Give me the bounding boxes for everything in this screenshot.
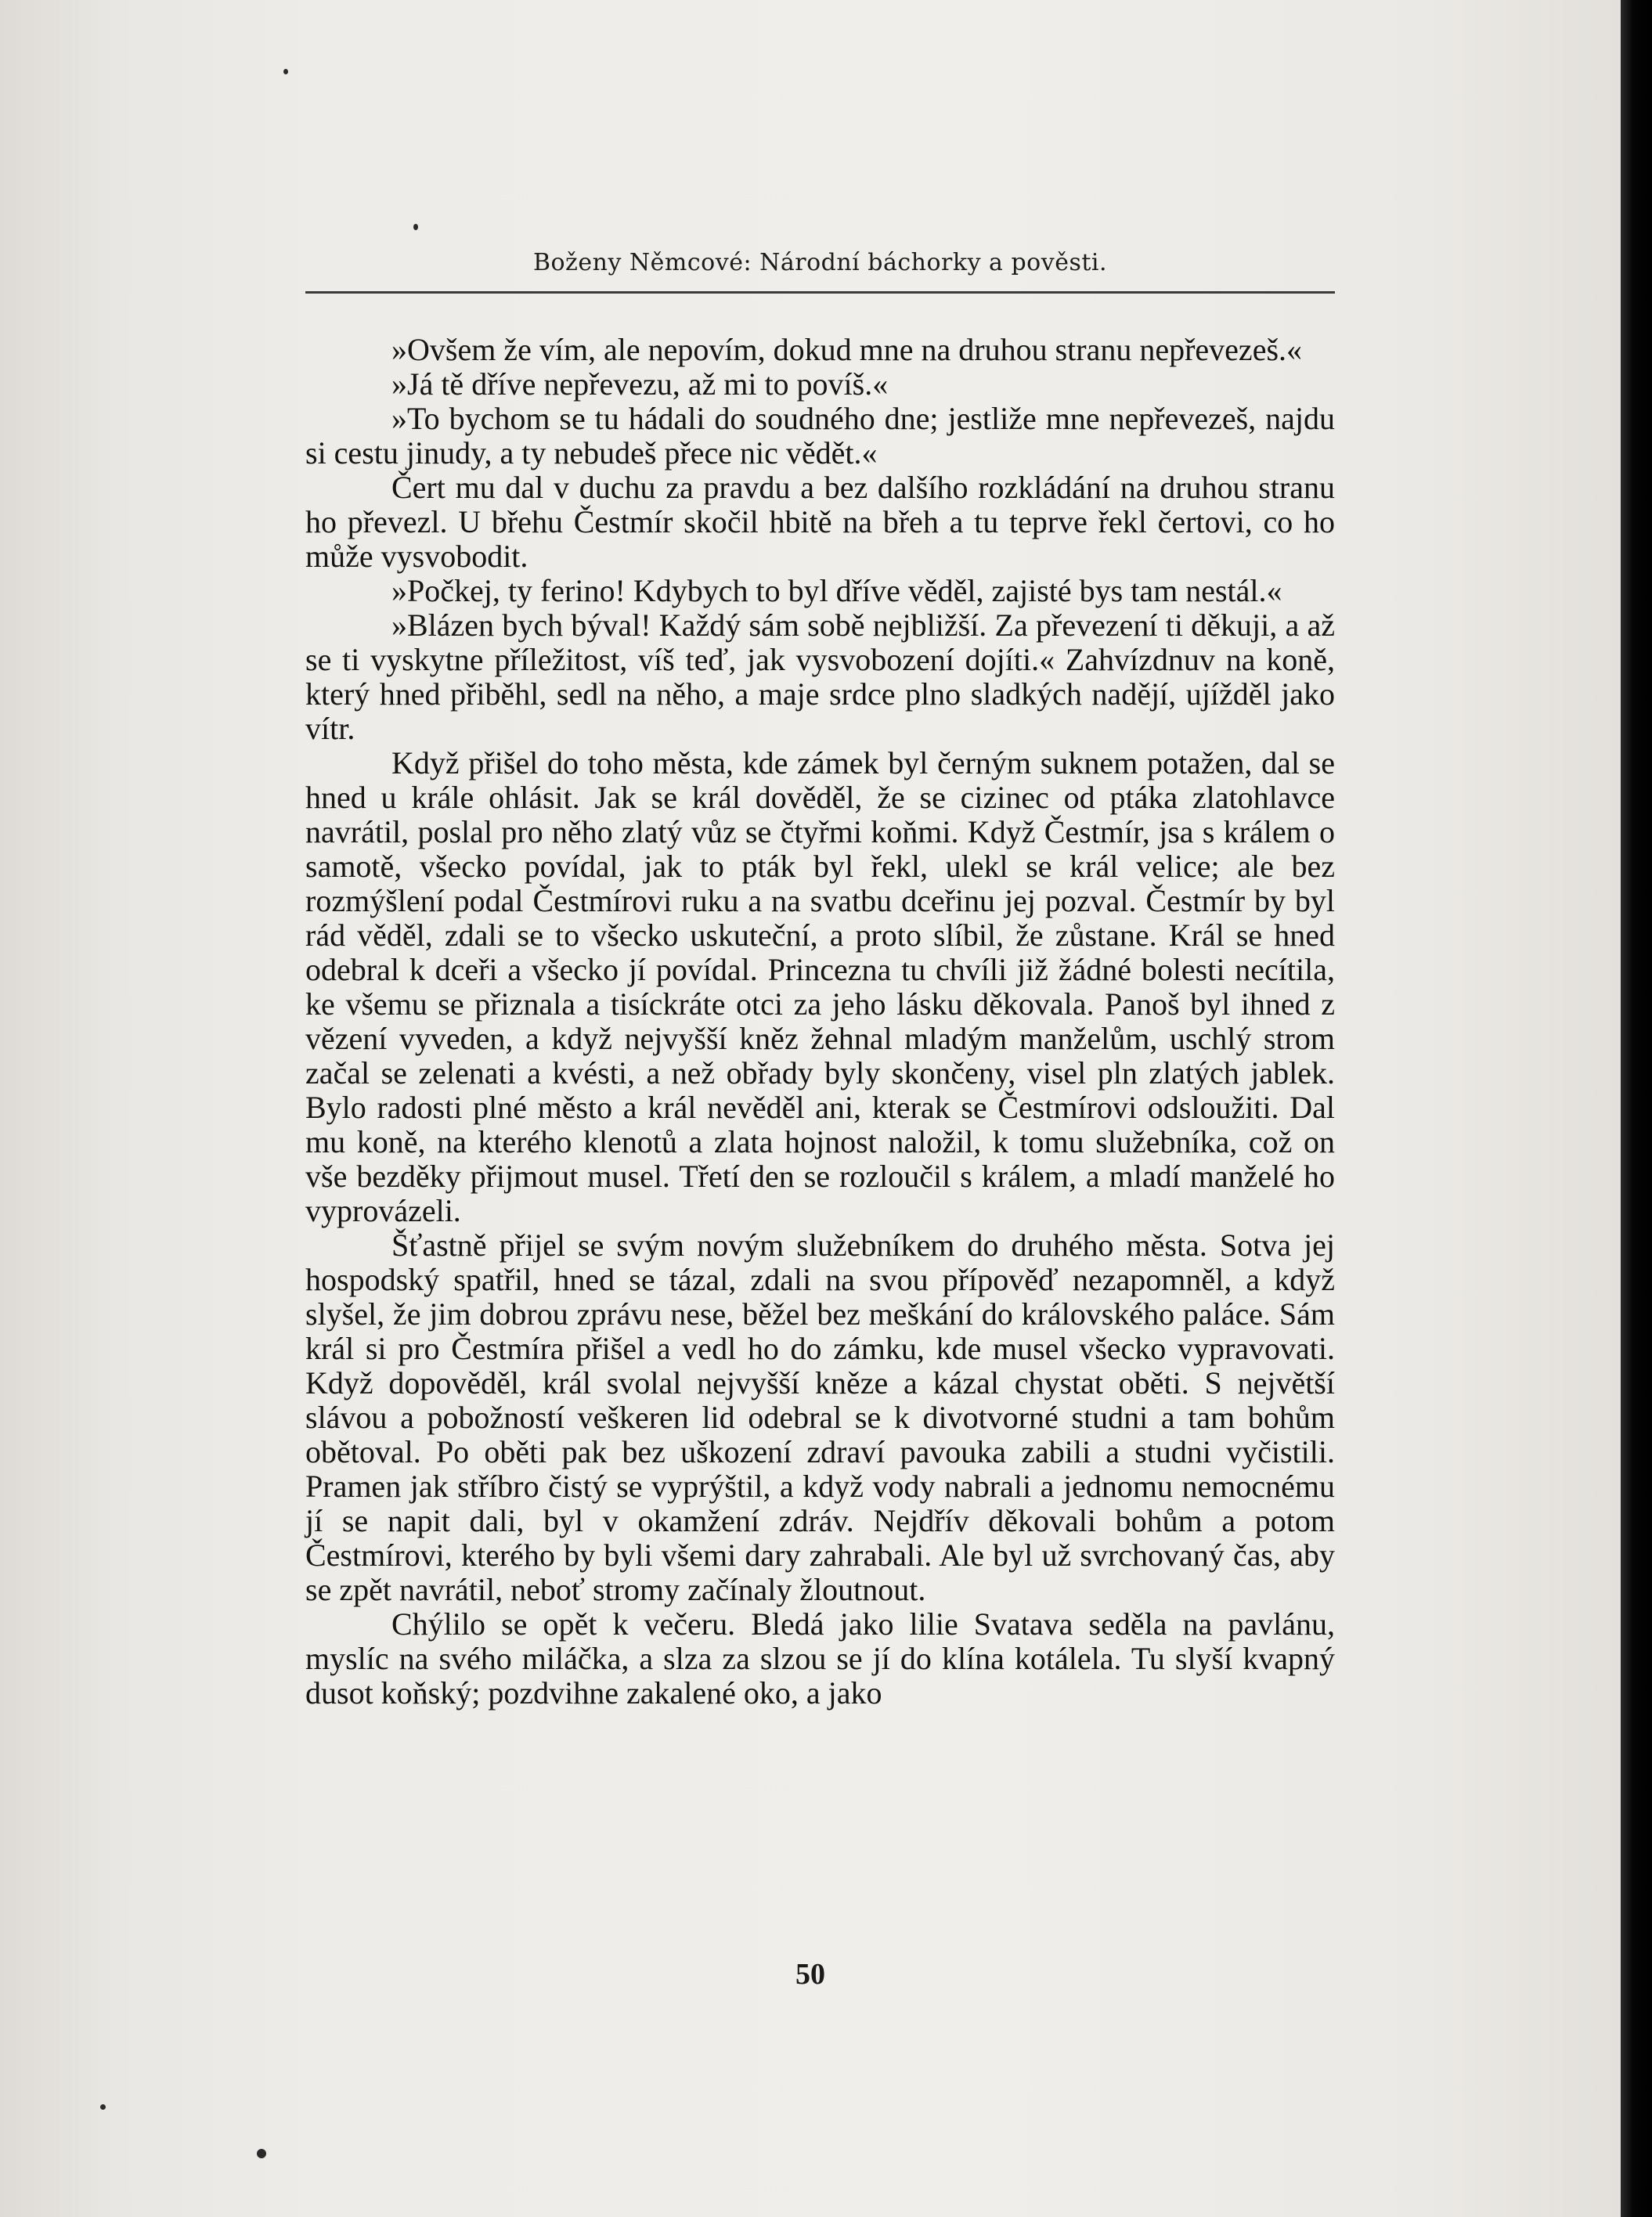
scan-edge	[1621, 0, 1652, 2217]
paragraph: Chýlilo se opět k večeru. Bledá jako lilie Svatava seděla na pavlánu, myslíc na svého miláčka, a slza za slzou se jí do klína kotálela. Tu slyší kvapný dusot koňský; pozdvihne zakalené oko, a jako	[305, 1606, 1335, 1711]
body-text	[305, 333, 1335, 1711]
scan-speck	[257, 2149, 266, 2158]
header-rule	[305, 291, 1335, 294]
page-header	[305, 243, 1335, 290]
paragraph: »To bychom se tu hádali do soudného dne; jestliže mne nepřevezeš, najdu si cestu jinudy, a ty nebudeš přece nic vědět.«	[305, 401, 1335, 470]
paragraph: »Počkej, ty ferino! Kdybych to byl dříve věděl, zajisté bys tam nestál.«	[391, 573, 1282, 608]
paragraph: Čert mu dal v duchu za pravdu a bez dalšího rozkládání na druhou stranu ho převezl. U břehu Čestmír skočil hbitě na břeh a tu teprve řekl čertovi, co ho může vysvobodit.	[305, 470, 1335, 574]
running-head: Boženy Němcové: Národní báchorky a pověsti.	[532, 249, 1108, 276]
page-number: 50	[795, 1958, 825, 1991]
scan-speck	[283, 69, 288, 74]
paragraph: Šťastně přijel se svým novým služebníkem do druhého města. Sotva jej hospodský spatřil, hned se tázal, zdali na svou přípověď nezapomněl, a když slyšel, že jim dobrou zprávu nese, běžel bez meškání do královského paláce. Sám král si pro Čestmíra přišel a vedl ho do zámku, kde musel všecko vypravovati. Když dopověděl, král svolal nejvyšší kněze a kázal chystat oběti. S největší slávou a pobožností veškeren lid odebral se k divotvorné studni a tam bohům obětoval. Po oběti pak bez uškození zdraví pavouka zabili a studni vyčistili. Pramen jak stříbro čistý se vyprýštil, a když vody nabrali a jednomu nemocnému jí se napit dali, byl v okamžení zdráv. Nejdřív děkovali bohům a potom Čestmírovi, kterého by byli všemi dary zahrabali. Ale byl už svrchovaný čas, aby se zpět navrátil, neboť stromy začínaly žloutnout.	[305, 1227, 1335, 1607]
paragraph: »Ovšem že vím, ale nepovím, dokud mne na druhou stranu nepřevezeš.«	[391, 332, 1303, 367]
paragraph: Když přišel do toho města, kde zámek byl černým suknem potažen, dal se hned u krále ohlásit. Jak se král dověděl, že se cizinec od ptáka zlatohlavce navrátil, poslal pro něho zlatý vůz se čtyřmi koňmi. Když Čestmír, jsa s králem o samotě, všecko povídal, jak to pták byl řekl, ulekl se král velice; ale bez rozmýšlení podal Čestmírovi ruku a na svatbu dceřinu jej pozval. Čestmír by byl rád věděl, zdali se to všecko uskuteční, a proto slíbil, že zůstane. Král se hned odebral k dceři a všecko jí povídal. Princezna tu chvíli již žádné bolesti necítila, ke všemu se přiznala a tisíckráte otci za jeho lásku děkovala. Panoš byl ihned z vězení vyveden, a když nejvyšší kněz žehnal mladým manželům, uschlý strom začal se zelenati a kvésti, a než obřady byly skončeny, visel pln zlatých jablek. Bylo radosti plné město a král nevěděl ani, kterak se Čestmírovi odsloužiti. Dal mu koně, na kterého klenotů a zlata hojnost naložil, k tomu služebníka, což on vše bezděky přijmout musel. Třetí den se rozloučil s králem, a mladí manželé ho vyprovázeli.	[305, 745, 1335, 1228]
paragraph: »Já tě dříve nepřevezu, až mi to povíš.«	[391, 366, 889, 402]
scan-speck	[413, 224, 418, 230]
scan-speck	[100, 2104, 106, 2110]
paragraph: »Blázen bych býval! Každý sám sobě nejbližší. Za převezení ti děkuji, a až se ti vyskytne příležitost, víš teď, jak vysvobození dojíti.« Zahvízdnuv na koně, který hned přiběhl, sedl na něho, a maje srdce plno sladkých nadějí, ujížděl jako vítr.	[305, 607, 1335, 746]
